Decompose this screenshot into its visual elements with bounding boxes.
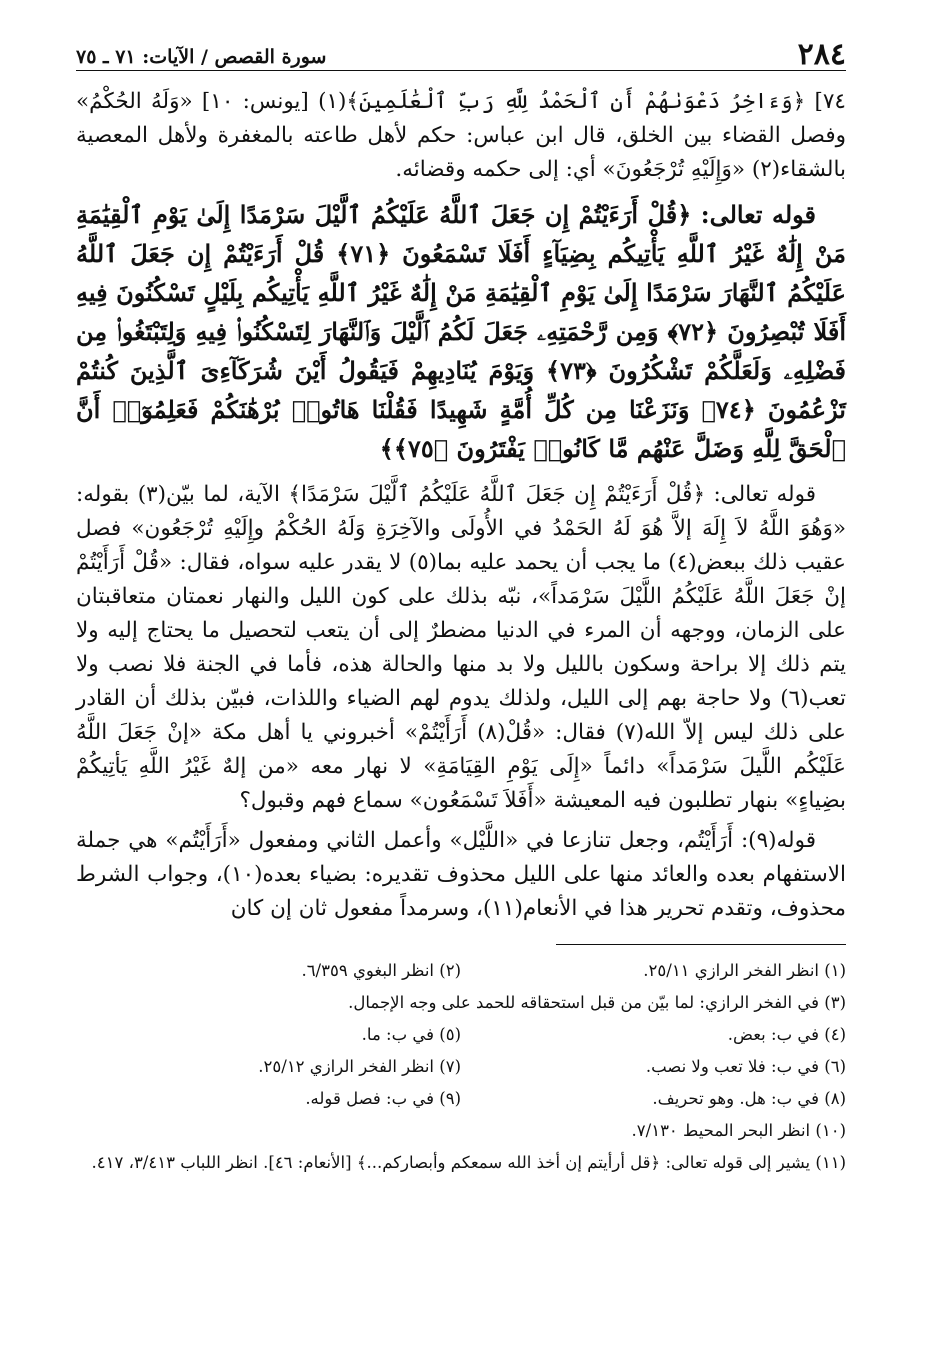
footnote-row [76,1019,846,1051]
footnote-11: (١١) يشير إلى قوله تعالى: ﴿قل أرأيتم إن أخذ الله سمعكم وأبصاركم...﴾ [الأنعام: ٤٦]. انظر اللباب ٣/٤١٣، ٤١٧. [91,1153,846,1172]
footnote-9: (٩) في ب: فصل قوله. [305,1089,461,1108]
paragraph-commentary: قوله تعالى: ﴿قُلْ أَرَءَيْتُمْ إِن جَعَلَ ٱللَّهُ عَلَيْكُمُ ٱلَّيْلَ سَرْمَدًا﴾ الآية، لما بيّن(٣) بقوله: «وَهُوَ اللَّهُ لاَ إِلَهَ إلاَّ هُوَ لَهُ الحَمْدُ في الأُولَى والآخِرَةِ وَلَهُ الحُكْمُ وإِلَيْهِ تُرْجَعُون» فصل عقيب ذلك ببعض(٤) ما يجب أن يحمد عليه بما(٥) لا يقدر عليه سواه، فقال: «قُلْ أَرَأَيْتُمْ إنْ جَعَلَ اللَّهُ عَلَيْكُمُ اللَّيْلَ سَرْمَداً»، نبّه بذلك على كون الليل والنهار نعمتان متعاقبتان على الزمان، ووجهه أن المرء في الدنيا مضطرٌ إلى أن يتعب لتحصيل ما يحتاج إليه ولا يتم ذلك إلا براحة وسكون بالليل ولا بد منها والحالة هذه، فأما في الجنة فلا نصب ولا تعب(٦) ولا حاجة بهم إلى الليل، ولذلك يدوم لهم الضياء واللذات، فبيّن بذلك أن القادر على ذلك ليس إلاّ الله(٧) فقال: «قُلْ(٨) أَرَأَيْتُمْ» أخبروني يا أهل مكة «إنْ جَعَلَ اللَّهُ عَلَيْكُم اللَّيلَ سَرْمَداً» دائماً «إِلَى يَوْمِ القِيَامَةِ» لا نهار معه «من إلهٌ غَيْرُ اللَّهِ يَأتِيكُمْ بضِياءٍ» بنهار تطلبون فيه المعيشة «أَفَلاَ تَسْمَعُون» سماع فهم وقبول؟ [76,482,846,813]
footnote-row [76,955,846,987]
main-text [76,85,846,926]
footnote-3: (٣) في الفخر الرازي: لما بيّن من قبل استحقاقه للحمد على وجه الإجمال. [348,993,846,1012]
footnote-4: (٤) في ب: بعض. [727,1025,846,1044]
footnote-2: (٢) انظر البغوي ٦/٣٥٩. [301,961,461,980]
footnote-8: (٨) في ب: هل. وهو تحريف. [652,1089,846,1108]
paragraph-grammar: قوله(٩): أَرَأَيْتُم، وجعل تنازعا في «اللَّيْل» وأعمل الثاني ومفعول «أَرَأَيْتُم» هي جملة الاستفهام بعده والعائد منها على الليل محذوف تقديره: بضياء بعده(١٠)، وجواب الشرط محذوف، وتقدم تحرير هذا في الأنعام(١١)، وسرمداً مفعول ثان إن كان [76,828,846,921]
footnote-10: (١٠) انظر البحر المحيط ٧/١٣٠. [631,1121,846,1140]
page-header [76,36,846,71]
running-title: سورة القصص / الآيات: ٧١ ـ ٧٥ [76,46,327,68]
paragraph-1: ٧٤] ﴿وَءَاخِرُ دَعْوَىٰهُمْ أَنِ ٱلْحَمْدُ لِلَّهِ رَبِّ ٱلْعَٰلَمِينَ﴾(١) [يونس: ١٠] «وَلَهُ الحُكْمُ» وفصل القضاء بين الخلق، قال ابن عباس: حكم لأهل طاعته بالمغفرة ولأهل المعصية بالشقاء(٢) «وَإِلَيْهِ تُرْجَعُونَ» أي: إلى حكمه وقضائه. [76,89,846,182]
footnote-row [76,1051,846,1083]
footnote-6: (٦) في ب: فلا تعب ولا نصب. [645,1057,846,1076]
footnotes [76,955,846,1179]
footnote-1: (١) انظر الفخر الرازي ٢٥/١١. [643,961,846,980]
page-number: ٢٨٤ [797,37,846,72]
footnote-5: (٥) في ب: ما. [361,1025,461,1044]
footnote-row [76,1083,846,1115]
quran-verses-block: قوله تعالى: ﴿قُلْ أَرَءَيْتُمْ إِن جَعَلَ ٱللَّهُ عَلَيْكُمُ ٱلَّيْلَ سَرْمَدًا إِلَىٰ يَوْمِ ٱلْقِيَٰمَةِ مَنْ إِلَٰهٌ غَيْرُ ٱللَّهِ يَأْتِيكُم بِضِيَآءٍ أَفَلَا تَسْمَعُونَ ﴿٧١﴾ قُلْ أَرَءَيْتُمْ إِن جَعَلَ ٱللَّهُ عَلَيْكُمُ ٱلنَّهَارَ سَرْمَدًا إِلَىٰ يَوْمِ ٱلْقِيَٰمَةِ مَنْ إِلَٰهٌ غَيْرُ ٱللَّهِ يَأْتِيكُم بِلَيْلٍ تَسْكُنُونَ فِيهِ أَفَلَا تُبْصِرُونَ ﴿٧٢﴾ وَمِن رَّحْمَتِهِۦ جَعَلَ لَكُمُ ٱلَّيْلَ وَٱلنَّهَارَ لِتَسْكُنُوا۟ فِيهِ وَلِتَبْتَغُوا۟ مِن فَضْلِهِۦ وَلَعَلَّكُمْ تَشْكُرُونَ ﴿٧٣﴾ وَيَوْمَ يُنَادِيهِمْ فَيَقُولُ أَيْنَ شُرَكَآءِىَ ٱلَّذِينَ كُنتُمْ تَزْعُمُونَ ﴿٧٤﴾ وَنَزَعْنَا مِن كُلِّ أُمَّةٍ شَهِيدًا فَقُلْنَا هَاتُوا۟ بُرْهَٰنَكُمْ فَعَلِمُوٓا۟ أَنَّ ٱلْحَقَّ لِلَّهِ وَضَلَّ عَنْهُم مَّا كَانُوا۟ يَفْتَرُونَ ﴿٧٥﴾﴾ [76,200,846,463]
footnote-divider [556,944,846,945]
footnote-7: (٧) انظر الفخر الرازي ٢٥/١٢. [258,1057,461,1076]
